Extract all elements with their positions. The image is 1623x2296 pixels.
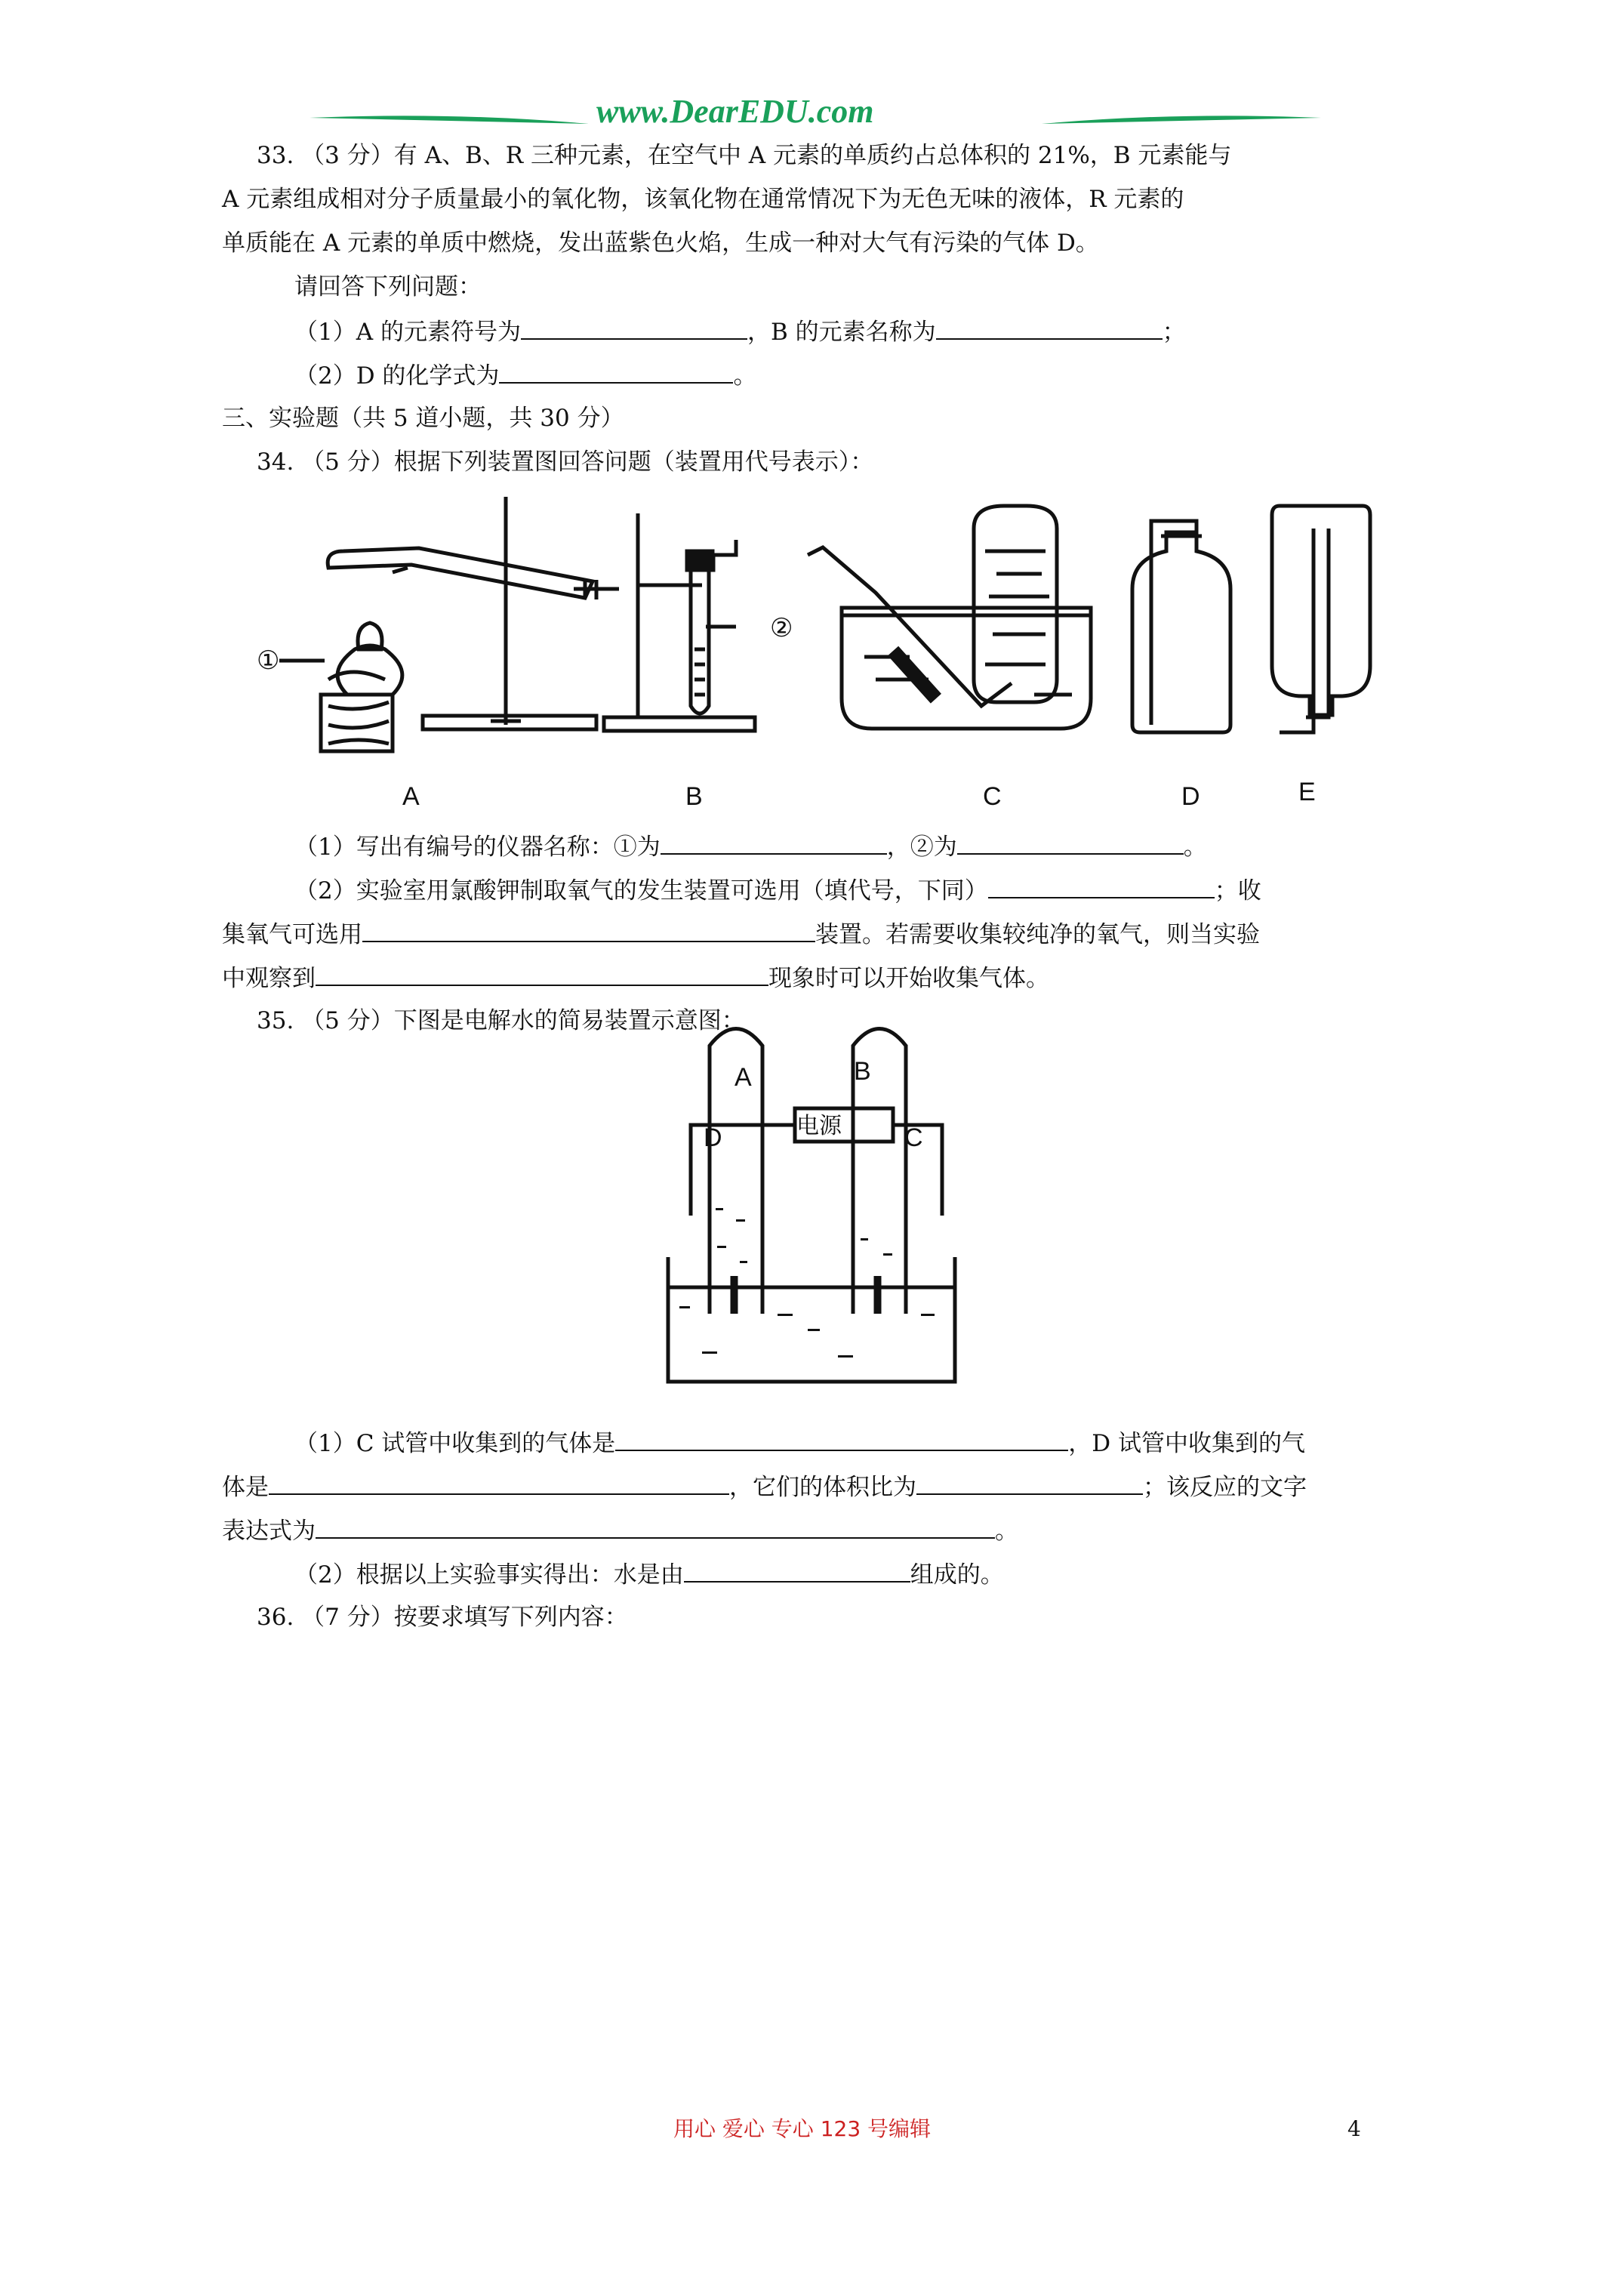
apparatus-a	[321, 497, 619, 751]
apparatus-label-d: D	[1181, 782, 1200, 811]
site-watermark: www.DearEDU.com	[596, 93, 874, 130]
q33-sub1	[294, 316, 1186, 347]
water-marks	[679, 1208, 935, 1358]
answer-blank[interactable]	[615, 1427, 1068, 1451]
q35-sub1-text-e: ；该反应的文字	[1143, 1474, 1307, 1501]
q35-sub1-text-c: 体是	[222, 1474, 269, 1501]
apparatus-label-b: B	[685, 782, 703, 811]
section3-title: 三、实验题（共 5 道小题，共 30 分）	[222, 405, 624, 432]
apparatus-e	[1272, 506, 1370, 732]
q33-line1: 33. （3 分）有 A、B、R 三种元素，在空气中 A 元素的单质约占总体积的 21%，B 元素能与	[257, 142, 1232, 169]
q35-sub1-text-d: ，它们的体积比为	[729, 1474, 916, 1501]
q34-sub1-text-a: （1）写出有编号的仪器名称：①为	[294, 834, 661, 861]
q36-intro: 36. （7 分）按要求填写下列内容：	[257, 1604, 628, 1631]
q33-sub2-text-a: （2）D 的化学式为	[294, 362, 500, 390]
answer-blank[interactable]	[316, 962, 768, 986]
tube-label-d: D	[704, 1123, 722, 1152]
q33-sub1-text-b: ，B 的元素名称为	[747, 319, 936, 346]
q35-sub1-line2	[222, 1471, 1307, 1502]
q34-sub2-line1	[294, 874, 1261, 906]
q34-sub2-text-e: 中观察到	[222, 965, 316, 992]
q34-sub2-text-f: 现象时可以开始收集气体。	[768, 965, 1049, 992]
apparatus-label-c: C	[983, 782, 1002, 811]
power-supply-label: 电源	[796, 1113, 842, 1139]
q35-sub1-text-a: （1）C 试管中收集到的气体是	[294, 1430, 616, 1457]
answer-blank[interactable]	[499, 359, 733, 384]
answer-blank[interactable]	[988, 874, 1215, 898]
q35-sub2-text-a: （2）根据以上实验事实得出：水是由	[294, 1561, 684, 1589]
q33-line3: 单质能在 A 元素的单质中燃烧，发出蓝紫色火焰，生成一种对大气有污染的气体 D。	[222, 230, 1099, 257]
q34-sub1-text-c: 。	[1183, 834, 1207, 861]
apparatus-label-e: E	[1298, 778, 1316, 806]
answer-blank[interactable]	[936, 316, 1163, 340]
q34-sub1-text-b: ，②为	[886, 834, 957, 861]
q34-sub2-text-d: 装置。若需要收集较纯净的氧气，则当实验	[815, 921, 1260, 948]
q33-sub2	[294, 359, 756, 391]
apparatus-label-a: A	[402, 782, 420, 811]
answer-blank[interactable]	[316, 1515, 995, 1539]
footer-credit: 用心 爱心 专心 123 号编辑	[673, 2116, 932, 2141]
apparatus-d	[1132, 521, 1230, 732]
q35-sub1-text-b: ，D 试管中收集到的气	[1068, 1430, 1306, 1457]
q35-sub2-text-b: 组成的。	[910, 1561, 1004, 1589]
apparatus-b	[604, 513, 755, 731]
q35-sub1-text-f: 表达式为	[222, 1518, 316, 1545]
answer-blank[interactable]	[916, 1471, 1143, 1495]
q34-marker1: ①	[257, 646, 280, 676]
q34-sub2-text-b: ；收	[1214, 877, 1261, 905]
apparatus-c	[808, 506, 1091, 729]
q35-intro: 35. （5 分）下图是电解水的简易装置示意图：	[257, 1007, 745, 1034]
q34-intro: 34. （5 分）根据下列装置图回答问题（装置用代号表示）：	[257, 448, 874, 476]
q34-sub2-line2	[222, 918, 1260, 950]
q33-sub1-text-c: ；	[1162, 319, 1186, 346]
q34-apparatus-figure	[249, 483, 1381, 763]
q35-sub1-line3	[222, 1515, 1018, 1546]
q34-sub1	[294, 831, 1207, 862]
answer-blank[interactable]	[684, 1558, 910, 1583]
answer-blank[interactable]	[362, 918, 815, 942]
tube-label-c: C	[904, 1123, 923, 1152]
q34-sub2-line3	[222, 962, 1049, 994]
electrode-label-b: B	[854, 1057, 871, 1086]
q35-sub1-line1	[294, 1427, 1305, 1459]
q33-prompt: 请回答下列问题：	[294, 273, 482, 300]
q34-sub2-text-a: （2）实验室用氯酸钾制取氧气的发生装置可选用（填代号，下同）	[294, 877, 988, 905]
answer-blank[interactable]	[957, 831, 1184, 855]
q35-sub2	[294, 1558, 1004, 1590]
q33-line2: A 元素组成相对分子质量最小的氧化物，该氧化物在通常情况下为无色无味的液体，R 元素的	[222, 186, 1184, 213]
answer-blank[interactable]	[661, 831, 887, 855]
q34-marker2: ②	[770, 613, 793, 643]
page-number: 4	[1347, 2116, 1361, 2141]
answer-blank[interactable]	[269, 1471, 729, 1495]
electrode-label-a: A	[735, 1063, 752, 1092]
answer-blank[interactable]	[521, 316, 747, 340]
q33-sub2-text-b: 。	[733, 362, 757, 390]
q34-sub2-text-c: 集氧气可选用	[222, 921, 362, 948]
q33-sub1-text-a: （1）A 的元素符号为	[294, 319, 521, 346]
q35-sub1-text-g: 。	[995, 1518, 1018, 1545]
